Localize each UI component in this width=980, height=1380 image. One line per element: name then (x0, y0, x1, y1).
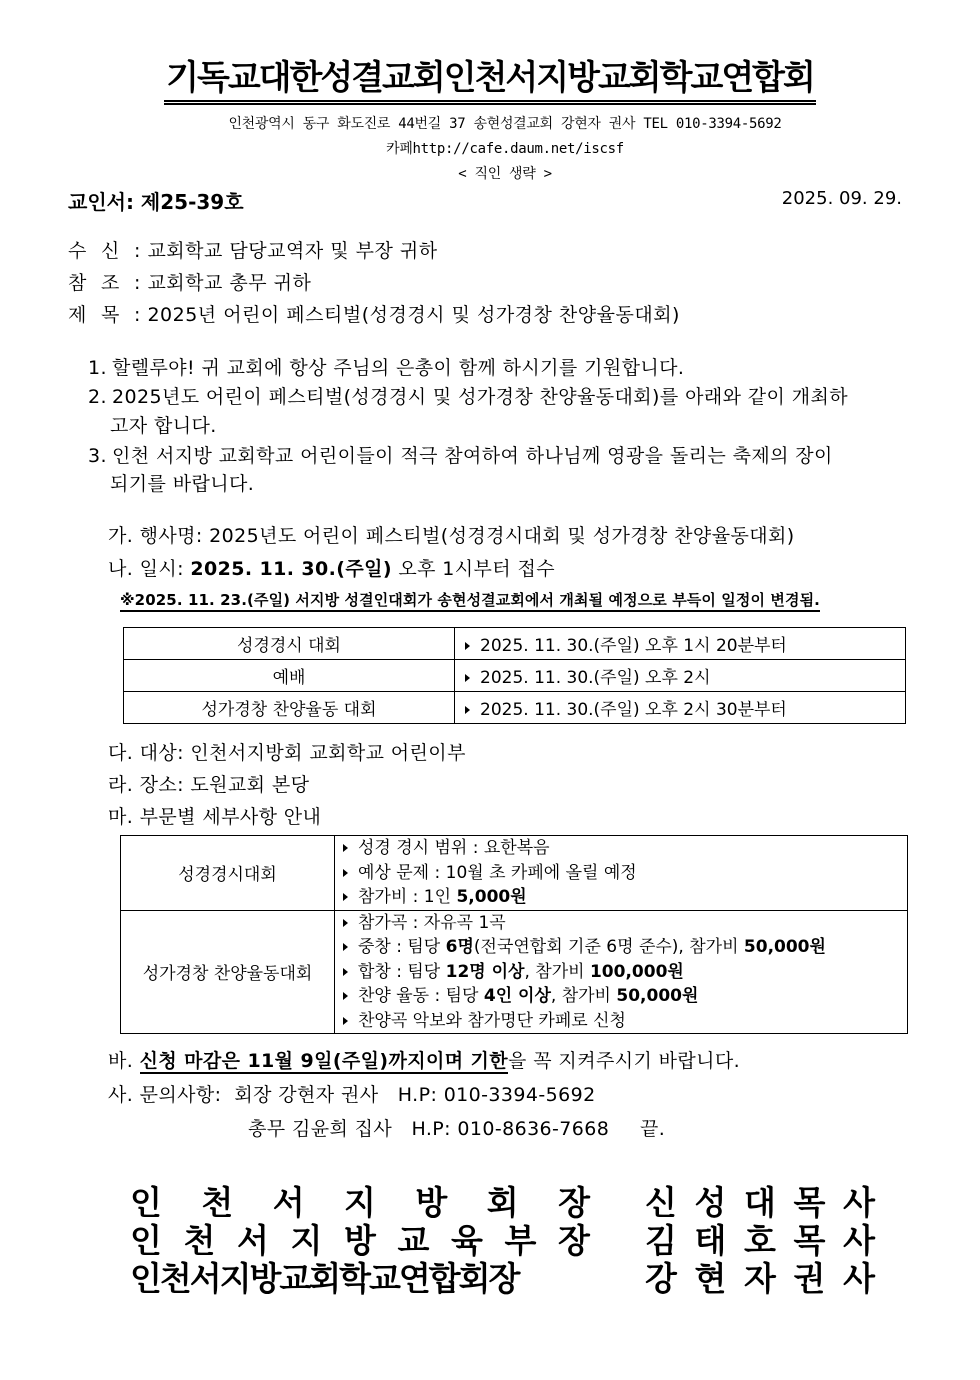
end-mark: 끝. (640, 1118, 666, 1140)
recipient-line: 수 신 : 교회학교 담당교역자 및 부장 귀하 (68, 240, 438, 262)
triangle-bullet-icon (343, 968, 348, 976)
table-row (124, 660, 906, 692)
signature-name: 신 성 대 목 사 (645, 1183, 875, 1222)
triangle-bullet-icon (343, 992, 348, 1000)
cafe-url: 카페http://cafe.daum.net/iscsf (386, 141, 624, 157)
signature-name: 강 현 자 권 사 (645, 1259, 875, 1298)
division-item: 성경 경시 범위 : 요한복음 (343, 836, 907, 861)
body-paragraph-1: 1. 할렐루야! 귀 교회에 항상 주님의 은총이 함께 하시기를 기원합니다. (88, 357, 685, 379)
schedule-time: 2025. 11. 30.(주일) 오후 2시 30분부터 (455, 692, 906, 724)
table-row (121, 836, 908, 911)
triangle-bullet-icon (343, 1017, 348, 1025)
contact-president: 사. 문의사항: 회장 강현자 권사 H.P: 010-3394-5692 (108, 1084, 596, 1106)
division-table (120, 835, 908, 1034)
division-item: 중창 : 팀당 6명(전국연합회 기준 6명 준수), 참가비 50,000원 (343, 935, 907, 960)
triangle-bullet-icon (343, 943, 348, 951)
signature-position: 인천서지방교회학교연합회장 (130, 1259, 519, 1298)
signature-block (130, 1184, 875, 1298)
schedule-time: 2025. 11. 30.(주일) 오후 1시 20분부터 (455, 628, 906, 660)
venue: 라. 장소: 도원교회 본당 (108, 774, 310, 796)
triangle-bullet-icon (343, 893, 348, 901)
triangle-bullet-icon (465, 674, 470, 682)
seal-omitted-note: < 직인 생략 > (458, 166, 552, 182)
division-item: 참가곡 : 자유곡 1곡 (343, 911, 907, 936)
division-item: 찬양곡 악보와 참가명단 카페로 신청 (343, 1009, 907, 1034)
signature-row (130, 1260, 875, 1298)
organization-title: 기독교대한성결교회인천서지방교회학교연합회 (164, 58, 816, 105)
division-item: 예상 문제 : 10월 초 카페에 올릴 예정 (343, 861, 907, 886)
triangle-bullet-icon (465, 642, 470, 650)
event-name: 가. 행사명: 2025년도 어린이 페스티벌(성경경시대회 및 성가경창 찬양율동대회) (108, 525, 795, 547)
triangle-bullet-icon (343, 844, 348, 852)
address-line: 인천광역시 동구 화도진로 44번길 37 송현성결교회 강현자 권사 TEL 010-3394-5692 (228, 116, 782, 132)
letterhead (0, 58, 980, 105)
signature-row (130, 1184, 875, 1222)
triangle-bullet-icon (343, 919, 348, 927)
schedule-event: 성가경창 찬양율동 대회 (124, 692, 455, 724)
division-item: 합창 : 팀당 12명 이상, 참가비 100,000원 (343, 960, 907, 985)
document-number: 교인서: 제25-39호 (68, 190, 244, 214)
schedule-time: 2025. 11. 30.(주일) 오후 2시 (455, 660, 906, 692)
signature-name: 김 태 호 목 사 (645, 1221, 875, 1260)
schedule-event: 예배 (124, 660, 455, 692)
subject-line: 제 목 : 2025년 어린이 페스티벌(성경경시 및 성가경창 찬양율동대회) (68, 304, 680, 326)
recipient-value: : 교회학교 담당교역자 및 부장 귀하 (134, 240, 438, 262)
schedule-change-notice: ※2025. 11. 23.(주일) 서지방 성결인대회가 송현성결교회에서 개최될 예정으로 부득이 일정이 변경됨. (120, 590, 820, 612)
schedule-event: 성경경시 대회 (124, 628, 455, 660)
signature-position: 인 천 서 지 방 교 육 부 장 (130, 1221, 590, 1260)
signature-position: 인 천 서 지 방 회 장 (130, 1183, 590, 1222)
schedule-table (123, 627, 906, 724)
division-name: 성가경창 찬양율동대회 (121, 910, 335, 1034)
table-row (124, 692, 906, 724)
reference-line: 참 조 : 교회학교 총무 귀하 (68, 272, 312, 294)
division-item: 찬양 율동 : 팀당 4인 이상, 참가비 50,000원 (343, 984, 907, 1009)
division-name: 성경경시대회 (121, 836, 335, 911)
triangle-bullet-icon (343, 869, 348, 877)
target-audience: 다. 대상: 인천서지방회 교회학교 어린이부 (108, 742, 466, 764)
triangle-bullet-icon (465, 706, 470, 714)
signature-row (130, 1222, 875, 1260)
body-paragraph-3-cont: 되기를 바랍니다. (110, 473, 255, 495)
body-paragraph-3: 3. 인천 서지방 교회학교 어린이들이 적극 참여하여 하나님께 영광을 돌리는 축제의 장이 (88, 445, 833, 467)
division-guide-heading: 마. 부문별 세부사항 안내 (108, 806, 322, 828)
deadline: 바. 신청 마감은 11월 9일(주일)까지이며 기한을 꼭 지켜주시기 바랍니다. (108, 1050, 741, 1072)
subject-value: : 2025년 어린이 페스티벌(성경경시 및 성가경창 찬양율동대회) (134, 304, 680, 326)
document-date: 2025. 09. 29. (781, 188, 902, 209)
body-paragraph-2-cont: 고자 합니다. (110, 415, 217, 437)
body-paragraph-2: 2. 2025년도 어린이 페스티벌(성경경시 및 성가경창 찬양율동대회)를 아래와 같이 개최하 (88, 386, 848, 408)
contact-secretary: 총무 김윤희 집사 H.P: 010-8636-7668 (248, 1118, 610, 1140)
reference-value: : 교회학교 총무 귀하 (134, 272, 312, 294)
event-date: 나. 일시: 2025. 11. 30.(주일) 오후 1시부터 접수 (108, 558, 556, 580)
table-row (121, 910, 908, 1034)
table-row (124, 628, 906, 660)
division-item: 참가비 : 1인 5,000원 (343, 885, 907, 910)
